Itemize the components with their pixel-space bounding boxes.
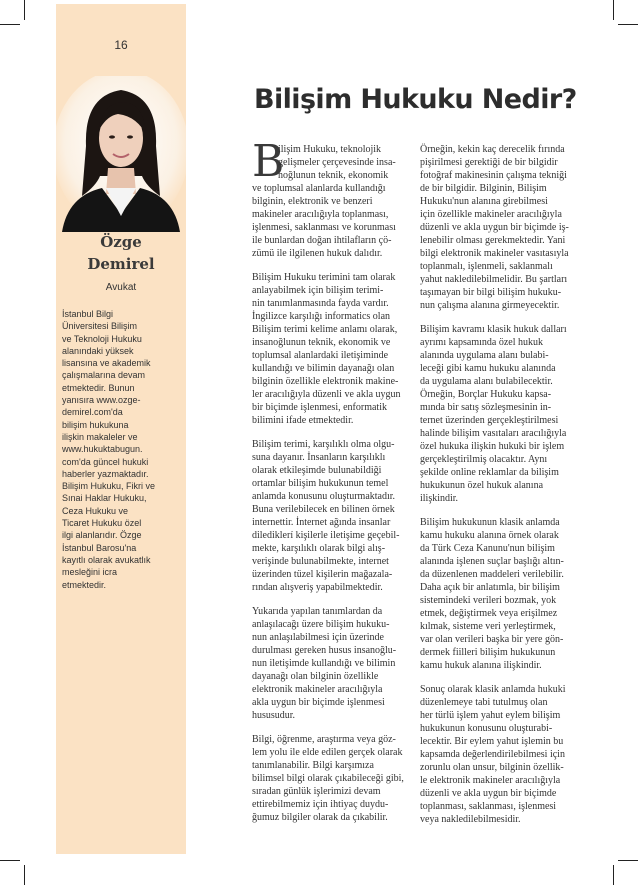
bio-line: com'da güncel hukuki <box>62 456 149 467</box>
article-line: le elektronik makineler aracılığıyla <box>420 775 561 786</box>
article-line: de bir bilgidir. Bilginin, Bilişim <box>420 183 547 194</box>
article-line: Daha açık bir anlatımla, bir bilişim <box>420 582 560 593</box>
article-line: ve toplumsal alanlarda kullandığı <box>252 183 386 194</box>
article-line: dermek fiilleri bilişim hukukunun <box>420 647 556 658</box>
crop-mark <box>613 865 614 885</box>
bio-line: Ticaret Hukuku özel <box>62 518 142 529</box>
author-bio <box>62 308 180 591</box>
article-line: lenebilir olması gerekmektedir. Yani <box>420 235 566 246</box>
paragraph-gap <box>252 260 410 271</box>
article-line: üzerinden tüzel kişilerin mağazala- <box>252 569 393 580</box>
article-line: ilişkindir. <box>420 493 459 504</box>
article-line: akla uygun bir biçimde işlenmesi <box>252 697 385 708</box>
article-line: ler aracılığıyla düzenli ve akla uygun <box>252 389 401 400</box>
article-line: var olan verileri başka bir yere gön- <box>420 634 564 645</box>
bio-line: www.hukuktabugun. <box>62 444 143 455</box>
crop-mark <box>0 860 20 861</box>
author-role: Avukat <box>105 282 137 293</box>
crop-mark <box>613 0 614 20</box>
article-line: toplumsal alanlardaki iletişiminde <box>252 350 389 361</box>
article-line: nun anlaşılabilmesi için üzerinde <box>252 632 384 643</box>
bio-line: İstanbul Barosu'na <box>62 542 137 553</box>
article-column-right <box>420 143 578 826</box>
bio-line: İstanbul Bilgi <box>62 309 114 319</box>
article-line: Bilişim terimi kelime anlamı olarak, <box>252 324 398 335</box>
bio-line: çalışmalarına devam <box>62 370 146 381</box>
article-line: taşımayan bir bilgi bilişim hukuku- <box>420 287 562 298</box>
drop-cap: B <box>252 136 285 187</box>
article-line: fotoğraf makinesinin çalışma tekniği <box>420 170 567 181</box>
article-line: dayanağı olan bilginin özellikle <box>252 671 379 682</box>
article-line: rından alışveriş yapabilmektedir. <box>252 582 383 593</box>
article-line: etmek, değiştirmek veya erişilmez <box>420 608 558 619</box>
paragraph-gap <box>420 505 578 516</box>
article-line: Bilişim hukukunun klasik anlamda <box>420 517 560 528</box>
article-line: Bilişim terimi, karşılıklı olma olgu- <box>252 439 395 450</box>
paragraph-gap <box>420 312 578 323</box>
article-line: zorunlu olan unsur, bilginin özellik- <box>420 762 564 773</box>
article-line: mında bir satış sözleşmesinin in- <box>420 402 552 413</box>
article-title: Bilişim Hukuku Nedir? <box>254 84 577 115</box>
article-line: halinde bilişim vasıtaları aracılığıyla <box>420 428 567 439</box>
crop-mark <box>24 0 25 20</box>
article-line: lecektir. Bir eylem yahut işlemin bu <box>420 736 564 747</box>
article-line: ettirebilmemiz için ihtiyaç duydu- <box>252 799 389 810</box>
paragraph-gap <box>252 427 410 438</box>
article-line: gelişmeler çerçevesinde insa- <box>278 157 396 168</box>
article-line: internettir. İnternet ağında insanlar <box>252 517 391 528</box>
article-line: da uygulama alanı bulabilecektir. <box>420 376 553 387</box>
author-last-name: Demirel <box>87 255 155 273</box>
article-line: leceği gibi kamu hukuku alanında <box>420 363 556 374</box>
article-line: olarak etkileşimde bulunabildiği <box>252 465 382 476</box>
bio-line: etmektedir. Bunun <box>62 382 135 393</box>
bio-line: haberler yazmaktadır. <box>62 468 149 479</box>
article-line: sistemindeki verileri bozmak, yok <box>420 595 557 606</box>
paragraph-gap <box>252 594 410 605</box>
crop-mark <box>618 860 638 861</box>
bio-line: Üniversitesi Bilişim <box>62 321 138 332</box>
article-line: ortamlar bilişim hukukunun temel <box>252 478 389 489</box>
article-line: dilediklerí kişilerle iletişime geçebil- <box>252 530 400 541</box>
bio-line: demirel.com'da <box>62 407 123 418</box>
article-line: tanımlanabilir. Bilgi karşımıza <box>252 760 374 771</box>
bio-line: kayıtlı olarak avukatlık <box>62 554 151 565</box>
article-line: kapsamda değerlendirilebilmesi için <box>420 749 565 760</box>
article-line: ayrımı kapsamında özel hukuk <box>420 337 544 348</box>
article-line: zümü ile ilgilenen hukuk dalıdır. <box>252 248 383 259</box>
article-line: Yukarıda yapılan tanımlardan da <box>252 606 383 617</box>
article-line: alanında uygulama alanı bulabi- <box>420 350 549 361</box>
bio-line: ilişkin makaleler ve <box>62 431 138 442</box>
bio-line: Sınai Haklar Hukuku, <box>62 493 147 504</box>
article-line: bilginin özellikle elektronik makine- <box>252 376 399 387</box>
article-line: yahut nakledilebilmelidir. Bu şartları <box>420 274 568 285</box>
article-line: düzenli ve akla uygun bir biçimde iş- <box>420 222 569 233</box>
article-line: toplanmalı, işlenmeli, saklanmalı <box>420 261 553 272</box>
article-line: bilimsel bilgi olarak çıkabileceği gibi, <box>252 773 404 784</box>
bio-line: Bilişim Hukuku, Fikri ve <box>62 481 156 492</box>
article-line: bilginin, elektronik ve benzeri <box>252 196 373 207</box>
crop-mark <box>0 24 20 25</box>
article-line: makineler aracılığıyla toplanması, <box>252 209 389 220</box>
article-line: lem yolu ile elde edilen gerçek olarak <box>252 747 403 758</box>
article-line: nin tanımlanmasında fayda vardır. <box>252 298 389 309</box>
article-line: kılmak, sisteme veri yerleştirmek, <box>420 621 556 632</box>
article-line: anlayabilmek için bilişim terimi- <box>252 285 384 296</box>
article-line: Örneğin, Borçlar Hukuku kapsa- <box>420 389 552 400</box>
article-line: düzenlemeye tabi tutulmuş olan <box>420 697 548 708</box>
article-line: verişinde bulunabilmekte, internet <box>252 556 389 567</box>
article-line: da Türk Ceza Kanunu'nun bilişim <box>420 543 555 554</box>
article-line: mekte, karşılıklı olarak bilgi alış- <box>252 543 386 554</box>
article-line: bir biçimde işlenmesi, enformatik <box>252 402 387 413</box>
article-line: Bilgi, öğrenme, araştırma veya göz- <box>252 734 396 745</box>
article-line: kamu hukuk alanına ilişkindir. <box>420 660 542 671</box>
author-portrait <box>56 76 186 232</box>
crop-mark <box>618 24 638 25</box>
page-number: 16 <box>114 38 128 52</box>
bio-line: lisansına ve akademik <box>62 358 151 369</box>
author-first-name: Özge <box>100 233 142 251</box>
bio-line: ilgi alanlarıdır. Özge <box>62 530 142 541</box>
article-line: şekilde online reklamlar da bilişim <box>420 467 559 478</box>
article-line: ile bunlardan doğan ihtilafların çö- <box>252 235 392 246</box>
article-line: anlaşılacağı üzere bilişim hukuku- <box>252 619 390 630</box>
article-line: hukukunun konusunu oluşturabi- <box>420 723 553 734</box>
bio-line: mesleğini icra <box>62 567 118 578</box>
article-line: alanında işlenen suçlar başlığı altın- <box>420 556 564 567</box>
article-line: Sonuç olarak klasik anlamda hukuki <box>420 684 566 695</box>
article-line: gerçekleştirilmiş olacaktır. Aynı <box>420 454 548 465</box>
paragraph-gap <box>252 722 410 733</box>
author-photo-icon <box>56 76 186 232</box>
article-line: suna dayanır. İnsanların karşılıklı <box>252 452 386 463</box>
article-line: hukukunun özel hukuk alanına <box>420 480 544 491</box>
article-line: bilimini ifade etmektedir. <box>252 415 354 426</box>
bio-line: bilişim hukukuna <box>62 419 129 430</box>
article-line: düzenli ve akla uygun bir biçimde <box>420 788 557 799</box>
bio-line: alanındaki yüksek <box>62 345 134 356</box>
article-line: Hukuku'nun alanına girebilmesi <box>420 196 548 207</box>
article-line: nun iletişimde kullandığı ve bilimin <box>252 658 396 669</box>
article-line: ternet üzerinden gerçekleştirilmesi <box>420 415 559 426</box>
article-line: nun çalışma alanına girmeyecektir. <box>420 300 560 311</box>
article-line: işlenmesi, saklanması ve korunması <box>252 222 396 233</box>
paragraph-gap <box>420 672 578 683</box>
article-line: Bilişim kavramı klasik hukuk dalları <box>420 324 567 335</box>
article-line: veya nakledilebilmesidir. <box>420 814 521 825</box>
article-line: da düzenlenen maddeleri verilebilir. <box>420 569 564 580</box>
article-line: sıradan günlük işlerimizi devam <box>252 786 381 797</box>
article-line: özel hukuka ilişkin hukuki bir işlem <box>420 441 565 452</box>
bio-line: yanısıra www.ozge- <box>62 395 141 406</box>
article-line: durulması gereken husus insanoğlu- <box>252 645 397 656</box>
article-column-left <box>252 143 410 824</box>
article-line: bilgi elektronik makineler vasıtasıyla <box>420 248 569 259</box>
article-line: için özellikle makineler aracılığıyla <box>420 209 562 220</box>
article-line: Bilişim Hukuku terimini tam olarak <box>252 272 396 283</box>
article-line: toplanması, saklanması, işlenmesi <box>420 801 557 812</box>
article-line: hususudur. <box>252 710 296 721</box>
article-line: insanoğlunun teknik, ekonomik ve <box>252 337 391 348</box>
article-line: anlamda konusunu oluşturmaktadır. <box>252 491 396 502</box>
crop-mark <box>24 865 25 885</box>
article-line: pişirilmesi gerektiği de bir bilgidir <box>420 157 558 168</box>
article-line: İngilizce karşılığı informatics olan <box>252 311 391 322</box>
article-line: elektronik makineler aracılığıyla <box>252 684 383 695</box>
bio-line: Ceza Hukuku ve <box>62 505 129 516</box>
article-line: her türlü işlem yahut eylem bilişim <box>420 710 561 721</box>
article-line: kullandığı ve bilimin dayanağı olan <box>252 363 395 374</box>
article-line: noğlunun teknik, ekonomik <box>278 170 389 181</box>
bio-line: ve Teknoloji Hukuku <box>62 333 142 344</box>
article-line: Örneğin, kekin kaç derecelik fırında <box>420 144 565 155</box>
article-line: ilişim Hukuku, teknolojik <box>278 144 382 155</box>
article-line: Buna verilebilecek en bilinen örnek <box>252 504 395 515</box>
bio-line: etmektedir. <box>62 579 107 590</box>
article-line: kamu hukuku alanına örnek olarak <box>420 530 559 541</box>
article-line: ğumuz bilgiler olarak da çıkabilir. <box>252 812 388 823</box>
author-sidebar <box>56 4 186 854</box>
